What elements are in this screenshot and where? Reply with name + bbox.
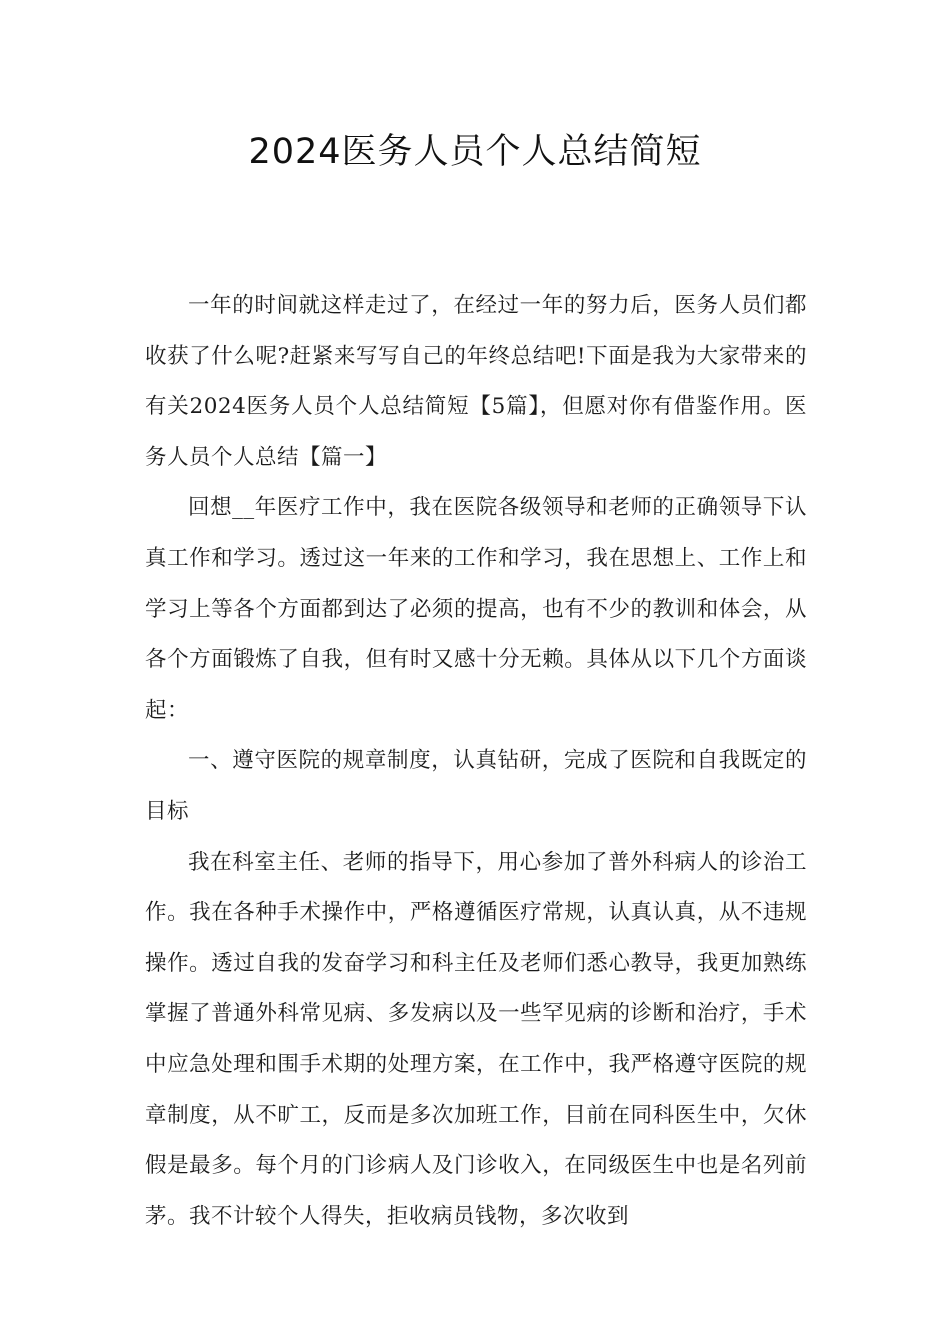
paragraph-work-details: 我在科室主任、老师的指导下，用心参加了普外科病人的诊治工作。我在各种手术操作中，严格遵循医疗常规，认真认真，从不违规操作。透过自我的发奋学习和科主任及老师们悉心教导，我更加熟练掌握了普通外科常见病、多发病以及一些罕见病的诊断和治疗，手术中应急处理和围手术期的处理方案，在工作中，我严格遵守医院的规章制度，从不旷工，反而是多次加班工作，目前在同科医生中，欠休假是最多。每个月的门诊病人及门诊收入，在同级医生中也是名列前茅。我不计较个人得失，拒收病员钱物，多次收到 xyxy=(145,849,807,1229)
paragraph-section-heading: 一、遵守医院的规章制度，认真钻研，完成了医院和自我既定的目标 xyxy=(145,748,807,824)
document-title: 2024医务人员个人总结简短 xyxy=(248,132,702,172)
paragraph-review: 回想__年医疗工作中，我在医院各级领导和老师的正确领导下认真工作和学习。透过这一年来的工作和学习，我在思想上、工作上和学习上等各个方面都到达了必须的提高，也有不少的教训和体会，从各个方面锻炼了自我，但有时又感十分无赖。具体从以下几个方面谈起： xyxy=(145,495,807,723)
document-body xyxy=(145,281,807,1242)
paragraph-intro: 一年的时间就这样走过了，在经过一年的努力后，医务人员们都收获了什么呢?赶紧来写写自己的年终总结吧!下面是我为大家带来的有关2024医务人员个人总结简短【5篇】，但愿对你有借鉴作用。医务人员个人总结【篇一】 xyxy=(145,293,807,470)
